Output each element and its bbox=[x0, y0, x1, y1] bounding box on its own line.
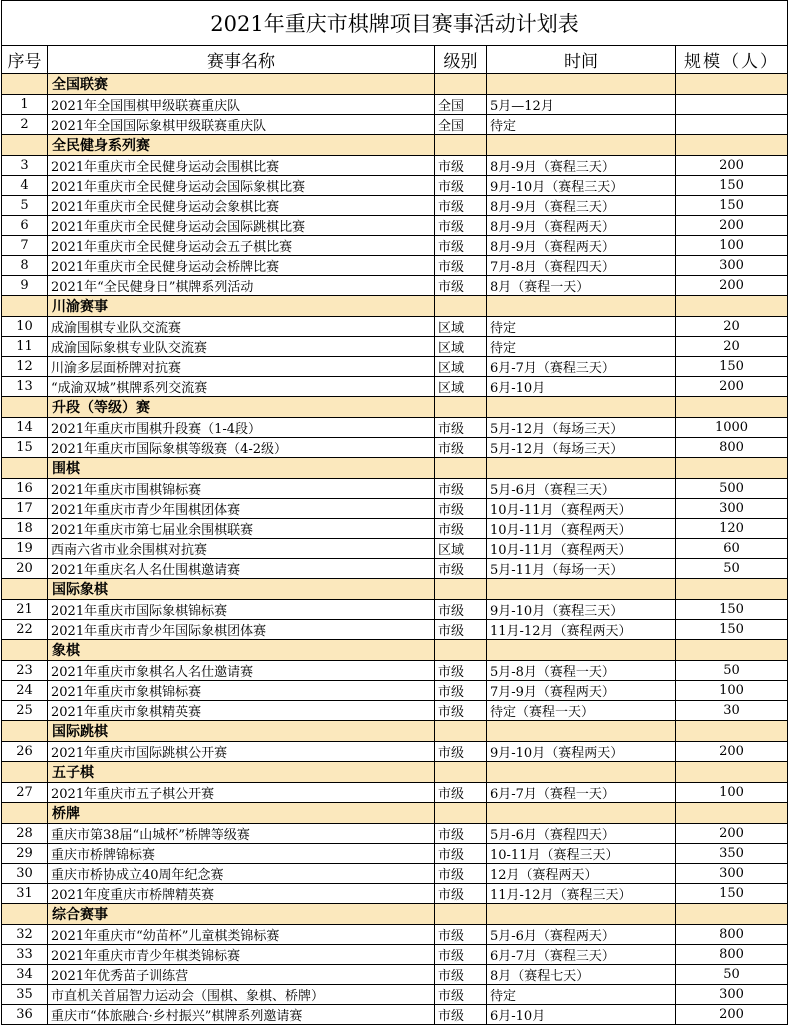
table-row bbox=[2, 864, 788, 884]
table-row bbox=[2, 337, 788, 357]
category-index-cell bbox=[2, 135, 48, 156]
table-row bbox=[2, 620, 788, 640]
event-level: 全国 bbox=[435, 115, 487, 135]
event-name: 2021年优秀苗子训练营 bbox=[48, 965, 435, 985]
row-index: 9 bbox=[2, 276, 48, 296]
category-index-cell bbox=[2, 640, 48, 661]
table-row bbox=[2, 965, 788, 985]
event-level: 区域 bbox=[435, 317, 487, 337]
table-row bbox=[2, 256, 788, 276]
event-time: 5月-11月（每场一天） bbox=[487, 559, 676, 579]
event-time: 10月-11月（赛程两天） bbox=[487, 539, 676, 559]
event-level: 市级 bbox=[435, 216, 487, 236]
event-name: 2021年重庆市“幼苗杯”儿童棋类锦标赛 bbox=[48, 925, 435, 945]
event-time: 10-11月（赛程三天） bbox=[487, 844, 676, 864]
event-level: 市级 bbox=[435, 884, 487, 904]
event-level: 市级 bbox=[435, 844, 487, 864]
table-row bbox=[2, 783, 788, 803]
event-scale: 1000 bbox=[676, 418, 788, 438]
row-index: 24 bbox=[2, 681, 48, 701]
event-level: 市级 bbox=[435, 661, 487, 681]
header-index: 序号 bbox=[2, 46, 48, 74]
category-index-cell bbox=[2, 721, 48, 742]
event-scale: 20 bbox=[676, 317, 788, 337]
event-level: 市级 bbox=[435, 985, 487, 1005]
event-level: 市级 bbox=[435, 499, 487, 519]
event-scale: 350 bbox=[676, 844, 788, 864]
event-scale: 100 bbox=[676, 783, 788, 803]
event-name: 2021年重庆市国际跳棋公开赛 bbox=[48, 742, 435, 762]
event-time: 5月-6月（赛程四天） bbox=[487, 824, 676, 844]
category-index-cell bbox=[2, 904, 48, 925]
event-time: 10月-11月（赛程两天） bbox=[487, 499, 676, 519]
category-label: 综合赛事 bbox=[48, 904, 435, 925]
row-index: 2 bbox=[2, 115, 48, 135]
category-scale-cell bbox=[676, 74, 788, 95]
row-index: 31 bbox=[2, 884, 48, 904]
event-name: 西南六省市业余围棋对抗赛 bbox=[48, 539, 435, 559]
event-scale: 150 bbox=[676, 176, 788, 196]
category-scale-cell bbox=[676, 397, 788, 418]
table-row bbox=[2, 499, 788, 519]
category-scale-cell bbox=[676, 135, 788, 156]
row-index: 14 bbox=[2, 418, 48, 438]
row-index: 25 bbox=[2, 701, 48, 721]
event-level: 市级 bbox=[435, 864, 487, 884]
title-row bbox=[2, 1, 788, 46]
header-row bbox=[2, 46, 788, 74]
row-index: 5 bbox=[2, 196, 48, 216]
event-scale: 120 bbox=[676, 519, 788, 539]
table-row bbox=[2, 945, 788, 965]
table-row bbox=[2, 519, 788, 539]
row-index: 19 bbox=[2, 539, 48, 559]
category-time-cell bbox=[487, 397, 676, 418]
event-scale: 150 bbox=[676, 600, 788, 620]
event-scale: 150 bbox=[676, 357, 788, 377]
event-level: 市级 bbox=[435, 620, 487, 640]
event-name: 2021年重庆市五子棋公开赛 bbox=[48, 783, 435, 803]
event-scale: 150 bbox=[676, 884, 788, 904]
event-name: 2021年重庆市国际象棋锦标赛 bbox=[48, 600, 435, 620]
category-time-cell bbox=[487, 135, 676, 156]
event-scale: 300 bbox=[676, 864, 788, 884]
event-name: 2021年度重庆市桥牌精英赛 bbox=[48, 884, 435, 904]
event-scale bbox=[676, 115, 788, 135]
event-level: 市级 bbox=[435, 236, 487, 256]
row-index: 26 bbox=[2, 742, 48, 762]
table-row bbox=[2, 681, 788, 701]
event-time: 待定（赛程一天） bbox=[487, 701, 676, 721]
table-row bbox=[2, 884, 788, 904]
category-index-cell bbox=[2, 579, 48, 600]
row-index: 34 bbox=[2, 965, 48, 985]
header-time: 时间 bbox=[487, 46, 676, 74]
event-time: 6月-7月（赛程三天） bbox=[487, 357, 676, 377]
category-time-cell bbox=[487, 74, 676, 95]
event-scale: 20 bbox=[676, 337, 788, 357]
event-name: 2021年重庆市围棋锦标赛 bbox=[48, 479, 435, 499]
event-level: 市级 bbox=[435, 519, 487, 539]
event-time: 6月-10月 bbox=[487, 1005, 676, 1025]
event-time: 12月（赛程两天） bbox=[487, 864, 676, 884]
event-scale: 200 bbox=[676, 742, 788, 762]
row-index: 16 bbox=[2, 479, 48, 499]
event-level: 市级 bbox=[435, 965, 487, 985]
event-level: 市级 bbox=[435, 742, 487, 762]
event-level: 区域 bbox=[435, 337, 487, 357]
category-level-cell bbox=[435, 74, 487, 95]
category-label: 围棋 bbox=[48, 458, 435, 479]
event-time: 9月-10月（赛程三天） bbox=[487, 600, 676, 620]
event-name: 2021年重庆市全民健身运动会围棋比赛 bbox=[48, 156, 435, 176]
row-index: 15 bbox=[2, 438, 48, 458]
category-level-cell bbox=[435, 640, 487, 661]
category-time-cell bbox=[487, 640, 676, 661]
category-time-cell bbox=[487, 803, 676, 824]
category-level-cell bbox=[435, 803, 487, 824]
table-row bbox=[2, 418, 788, 438]
event-name: 2021年重庆名人名仕围棋邀请赛 bbox=[48, 559, 435, 579]
category-scale-cell bbox=[676, 640, 788, 661]
table-row bbox=[2, 95, 788, 115]
table-row bbox=[2, 377, 788, 397]
category-row bbox=[2, 904, 788, 925]
event-name: 2021年重庆市象棋名人名仕邀请赛 bbox=[48, 661, 435, 681]
row-index: 11 bbox=[2, 337, 48, 357]
row-index: 23 bbox=[2, 661, 48, 681]
row-index: 30 bbox=[2, 864, 48, 884]
table-row bbox=[2, 317, 788, 337]
table-row bbox=[2, 115, 788, 135]
table-row bbox=[2, 479, 788, 499]
event-level: 市级 bbox=[435, 783, 487, 803]
event-time: 待定 bbox=[487, 115, 676, 135]
event-name: 2021年重庆市象棋锦标赛 bbox=[48, 681, 435, 701]
event-scale: 500 bbox=[676, 479, 788, 499]
category-label: 国际象棋 bbox=[48, 579, 435, 600]
event-scale: 200 bbox=[676, 156, 788, 176]
event-level: 市级 bbox=[435, 156, 487, 176]
event-time: 9月-10月（赛程三天） bbox=[487, 176, 676, 196]
category-level-cell bbox=[435, 904, 487, 925]
event-time: 待定 bbox=[487, 317, 676, 337]
event-scale: 200 bbox=[676, 1005, 788, 1025]
event-name: 2021年重庆市全民健身运动会国际象棋比赛 bbox=[48, 176, 435, 196]
event-time: 8月-9月（赛程三天） bbox=[487, 196, 676, 216]
event-name: 2021年重庆市全民健身运动会桥牌比赛 bbox=[48, 256, 435, 276]
event-name: 川渝多层面桥牌对抗赛 bbox=[48, 357, 435, 377]
event-time: 8月（赛程一天） bbox=[487, 276, 676, 296]
event-level: 区域 bbox=[435, 357, 487, 377]
event-scale: 300 bbox=[676, 499, 788, 519]
event-level: 市级 bbox=[435, 559, 487, 579]
category-level-cell bbox=[435, 397, 487, 418]
category-index-cell bbox=[2, 458, 48, 479]
event-scale: 150 bbox=[676, 196, 788, 216]
category-level-cell bbox=[435, 135, 487, 156]
category-level-cell bbox=[435, 458, 487, 479]
table-row bbox=[2, 985, 788, 1005]
table-row bbox=[2, 216, 788, 236]
event-time: 10月-11月（赛程两天） bbox=[487, 519, 676, 539]
category-row bbox=[2, 397, 788, 418]
event-scale: 200 bbox=[676, 216, 788, 236]
category-row bbox=[2, 803, 788, 824]
category-time-cell bbox=[487, 579, 676, 600]
event-name: 2021年重庆市青少年围棋团体赛 bbox=[48, 499, 435, 519]
category-level-cell bbox=[435, 721, 487, 742]
event-level: 市级 bbox=[435, 479, 487, 499]
event-name: 2021年重庆市青少年国际象棋团体赛 bbox=[48, 620, 435, 640]
row-index: 28 bbox=[2, 824, 48, 844]
category-row bbox=[2, 762, 788, 783]
event-level: 市级 bbox=[435, 1005, 487, 1025]
category-scale-cell bbox=[676, 762, 788, 783]
table-row bbox=[2, 1005, 788, 1025]
event-scale: 50 bbox=[676, 661, 788, 681]
category-time-cell bbox=[487, 762, 676, 783]
category-row bbox=[2, 579, 788, 600]
event-time: 7月-9月（赛程两天） bbox=[487, 681, 676, 701]
category-scale-cell bbox=[676, 458, 788, 479]
event-time: 待定 bbox=[487, 337, 676, 357]
event-time: 11月-12月（赛程两天） bbox=[487, 620, 676, 640]
category-time-cell bbox=[487, 721, 676, 742]
category-scale-cell bbox=[676, 904, 788, 925]
event-name: 市直机关首届智力运动会（围棋、象棋、桥牌） bbox=[48, 985, 435, 1005]
category-index-cell bbox=[2, 74, 48, 95]
category-label: 桥牌 bbox=[48, 803, 435, 824]
event-level: 市级 bbox=[435, 176, 487, 196]
event-name: 成渝国际象棋专业队交流赛 bbox=[48, 337, 435, 357]
row-index: 29 bbox=[2, 844, 48, 864]
category-row bbox=[2, 458, 788, 479]
row-index: 6 bbox=[2, 216, 48, 236]
category-scale-cell bbox=[676, 579, 788, 600]
event-scale: 100 bbox=[676, 681, 788, 701]
header-scale: 规模（人） bbox=[676, 46, 788, 74]
event-name: 重庆市桥协成立40周年纪念赛 bbox=[48, 864, 435, 884]
header-name: 赛事名称 bbox=[48, 46, 435, 74]
event-time: 11月-12月（赛程三天） bbox=[487, 884, 676, 904]
event-level: 市级 bbox=[435, 418, 487, 438]
category-index-cell bbox=[2, 762, 48, 783]
row-index: 20 bbox=[2, 559, 48, 579]
category-level-cell bbox=[435, 579, 487, 600]
event-time: 8月-9月（赛程三天） bbox=[487, 156, 676, 176]
event-name: 2021年全国围棋甲级联赛重庆队 bbox=[48, 95, 435, 115]
category-row bbox=[2, 721, 788, 742]
category-row bbox=[2, 640, 788, 661]
event-name: 2021年重庆市国际象棋等级赛（4-2级） bbox=[48, 438, 435, 458]
event-level: 市级 bbox=[435, 600, 487, 620]
event-name: 成渝围棋专业队交流赛 bbox=[48, 317, 435, 337]
category-time-cell bbox=[487, 296, 676, 317]
category-label: 全民健身系列赛 bbox=[48, 135, 435, 156]
table-row bbox=[2, 236, 788, 256]
event-level: 市级 bbox=[435, 701, 487, 721]
event-name: 2021年“全民健身日”棋牌系列活动 bbox=[48, 276, 435, 296]
category-level-cell bbox=[435, 762, 487, 783]
category-label: 国际跳棋 bbox=[48, 721, 435, 742]
row-index: 33 bbox=[2, 945, 48, 965]
table-title: 2021年重庆市棋牌项目赛事活动计划表 bbox=[2, 1, 788, 46]
event-level: 市级 bbox=[435, 824, 487, 844]
category-index-cell bbox=[2, 296, 48, 317]
event-level: 市级 bbox=[435, 256, 487, 276]
event-level: 市级 bbox=[435, 276, 487, 296]
event-time: 5月—12月 bbox=[487, 95, 676, 115]
event-time: 6月-7月（赛程一天） bbox=[487, 783, 676, 803]
category-label: 升段（等级）赛 bbox=[48, 397, 435, 418]
event-scale: 800 bbox=[676, 925, 788, 945]
event-level: 市级 bbox=[435, 945, 487, 965]
category-scale-cell bbox=[676, 296, 788, 317]
event-name: 2021年重庆市全民健身运动会国际跳棋比赛 bbox=[48, 216, 435, 236]
schedule-table bbox=[1, 0, 788, 1025]
event-scale: 50 bbox=[676, 965, 788, 985]
table-row bbox=[2, 276, 788, 296]
row-index: 8 bbox=[2, 256, 48, 276]
event-level: 区域 bbox=[435, 539, 487, 559]
event-level: 市级 bbox=[435, 438, 487, 458]
event-name: 2021年重庆市全民健身运动会五子棋比赛 bbox=[48, 236, 435, 256]
category-row bbox=[2, 74, 788, 95]
row-index: 13 bbox=[2, 377, 48, 397]
category-index-cell bbox=[2, 397, 48, 418]
table-row bbox=[2, 600, 788, 620]
event-time: 8月-9月（赛程两天） bbox=[487, 216, 676, 236]
event-scale: 800 bbox=[676, 438, 788, 458]
table-row bbox=[2, 925, 788, 945]
category-scale-cell bbox=[676, 721, 788, 742]
event-scale: 200 bbox=[676, 824, 788, 844]
event-time: 6月-10月 bbox=[487, 377, 676, 397]
event-name: “成渝双城”棋牌系列交流赛 bbox=[48, 377, 435, 397]
event-level: 市级 bbox=[435, 681, 487, 701]
category-label: 象棋 bbox=[48, 640, 435, 661]
category-row bbox=[2, 135, 788, 156]
event-scale: 150 bbox=[676, 620, 788, 640]
event-time: 5月-12月（每场三天） bbox=[487, 438, 676, 458]
row-index: 17 bbox=[2, 499, 48, 519]
event-time: 9月-10月（赛程两天） bbox=[487, 742, 676, 762]
event-time: 8月-9月（赛程两天） bbox=[487, 236, 676, 256]
event-level: 全国 bbox=[435, 95, 487, 115]
event-time: 5月-6月（赛程三天） bbox=[487, 479, 676, 499]
event-scale: 200 bbox=[676, 276, 788, 296]
row-index: 27 bbox=[2, 783, 48, 803]
row-index: 12 bbox=[2, 357, 48, 377]
event-scale: 800 bbox=[676, 945, 788, 965]
category-time-cell bbox=[487, 904, 676, 925]
row-index: 35 bbox=[2, 985, 48, 1005]
event-time: 5月-8月（赛程一天） bbox=[487, 661, 676, 681]
category-time-cell bbox=[487, 458, 676, 479]
event-name: 2021年全国国际象棋甲级联赛重庆队 bbox=[48, 115, 435, 135]
event-time: 待定 bbox=[487, 985, 676, 1005]
event-name: 2021年重庆市青少年棋类锦标赛 bbox=[48, 945, 435, 965]
category-label: 川渝赛事 bbox=[48, 296, 435, 317]
category-index-cell bbox=[2, 803, 48, 824]
row-index: 22 bbox=[2, 620, 48, 640]
event-time: 5月-6月（赛程两天） bbox=[487, 925, 676, 945]
category-label: 全国联赛 bbox=[48, 74, 435, 95]
event-level: 区域 bbox=[435, 377, 487, 397]
table-row bbox=[2, 196, 788, 216]
event-scale: 30 bbox=[676, 701, 788, 721]
table-row bbox=[2, 824, 788, 844]
row-index: 36 bbox=[2, 1005, 48, 1025]
row-index: 18 bbox=[2, 519, 48, 539]
row-index: 1 bbox=[2, 95, 48, 115]
row-index: 7 bbox=[2, 236, 48, 256]
event-scale: 300 bbox=[676, 985, 788, 1005]
row-index: 32 bbox=[2, 925, 48, 945]
event-name: 重庆市“体旅融合·乡村振兴”棋牌系列邀请赛 bbox=[48, 1005, 435, 1025]
category-label: 五子棋 bbox=[48, 762, 435, 783]
event-name: 2021年重庆市全民健身运动会象棋比赛 bbox=[48, 196, 435, 216]
row-index: 21 bbox=[2, 600, 48, 620]
event-scale: 50 bbox=[676, 559, 788, 579]
event-name: 2021年重庆市围棋升段赛（1-4段） bbox=[48, 418, 435, 438]
event-time: 6月-7月（赛程三天） bbox=[487, 945, 676, 965]
category-row bbox=[2, 296, 788, 317]
event-scale: 100 bbox=[676, 236, 788, 256]
event-name: 2021年重庆市象棋精英赛 bbox=[48, 701, 435, 721]
table-row bbox=[2, 559, 788, 579]
event-name: 2021年重庆市第七届业余围棋联赛 bbox=[48, 519, 435, 539]
event-time: 7月-8月（赛程四天） bbox=[487, 256, 676, 276]
table-row bbox=[2, 176, 788, 196]
event-scale: 300 bbox=[676, 256, 788, 276]
event-name: 重庆市第38届“山城杯”桥牌等级赛 bbox=[48, 824, 435, 844]
event-scale: 200 bbox=[676, 377, 788, 397]
table-row bbox=[2, 742, 788, 762]
table-row bbox=[2, 844, 788, 864]
event-level: 市级 bbox=[435, 925, 487, 945]
table-row bbox=[2, 661, 788, 681]
event-time: 8月（赛程七天） bbox=[487, 965, 676, 985]
event-level: 市级 bbox=[435, 196, 487, 216]
event-scale: 60 bbox=[676, 539, 788, 559]
header-level: 级别 bbox=[435, 46, 487, 74]
table-row bbox=[2, 701, 788, 721]
table-row bbox=[2, 539, 788, 559]
table-row bbox=[2, 357, 788, 377]
row-index: 3 bbox=[2, 156, 48, 176]
row-index: 10 bbox=[2, 317, 48, 337]
category-scale-cell bbox=[676, 803, 788, 824]
table-row bbox=[2, 438, 788, 458]
table-body bbox=[2, 1, 788, 1025]
table-row bbox=[2, 156, 788, 176]
row-index: 4 bbox=[2, 176, 48, 196]
category-level-cell bbox=[435, 296, 487, 317]
event-name: 重庆市桥牌锦标赛 bbox=[48, 844, 435, 864]
event-time: 5月-12月（每场三天） bbox=[487, 418, 676, 438]
event-scale bbox=[676, 95, 788, 115]
